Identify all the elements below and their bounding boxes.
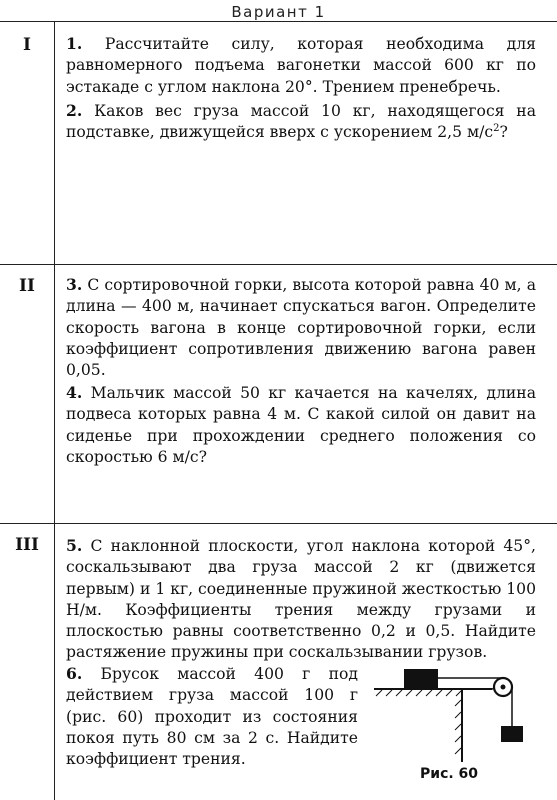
section-divider (0, 523, 557, 524)
problem-6 (66, 663, 358, 770)
problem-4 (66, 382, 536, 468)
problem-text: Рассчитайте силу, которая необходима для равномерного подъема вагонетки массой 600 кг по эстакаде с углом наклона 20°. Трением пренебречь. (66, 35, 536, 96)
problem-text: С наклонной плоскости, угол наклона которой 45°, соскальзывают два груза массой 2 кг (движется первым) и 1 кг, соединенные пружиной жесткостью 100 Н/м. Коэффициенты трения между грузами и плоскостью равны соответственно 0,2 и 0,5. Найдите растяжение пружины при соскальзывании грузов. (66, 537, 537, 662)
section-number-1: I (23, 35, 31, 55)
problem-text-end: ? (499, 123, 508, 142)
section-number-3: III (15, 535, 39, 555)
problem-number: 4. (66, 383, 83, 402)
section-number-2: II (19, 276, 35, 296)
problem-number: 6. (66, 664, 83, 683)
problem-number: 1. (66, 34, 83, 53)
variant-title: Вариант 1 (231, 3, 326, 21)
figure-caption: Рис. 60 (420, 766, 479, 782)
exponent: 2 (493, 123, 500, 135)
section-divider (0, 264, 557, 265)
problem-number: 5. (66, 536, 83, 555)
figure-60-pulley-diagram (366, 660, 546, 765)
problem-text: С сортировочной горки, высота которой равна 40 м, а длина — 400 м, начинает спускаться вагон. Определите скорость вагона в конце сортировочной горки, если коэффициент сопротивления движению вагона равен 0,05. (66, 276, 536, 380)
problem-text: Брусок массой 400 г под действием груза массой 100 г (рис. 60) проходит из состояния покоя путь 80 см за 2 с. Найдите коэффициент трения. (66, 665, 358, 769)
problem-3 (66, 274, 536, 381)
problem-2 (66, 100, 536, 144)
problem-number: 3. (66, 275, 83, 294)
problem-1 (66, 33, 536, 98)
table-top-border (0, 21, 557, 22)
problem-text: Мальчик массой 50 кг качается на качелях, длина подвеса которых равна 4 м. С какой силой он давит на сиденье при прохождении среднего положения со скоростью 6 м/с? (66, 384, 536, 466)
problem-number: 2. (66, 101, 83, 120)
column-divider (54, 21, 55, 800)
problem-5 (66, 535, 536, 664)
problem-text: Каков вес груза массой 10 кг, находящегося на подставке, движущейся вверх с ускорением 2,5 м/с (66, 102, 536, 142)
